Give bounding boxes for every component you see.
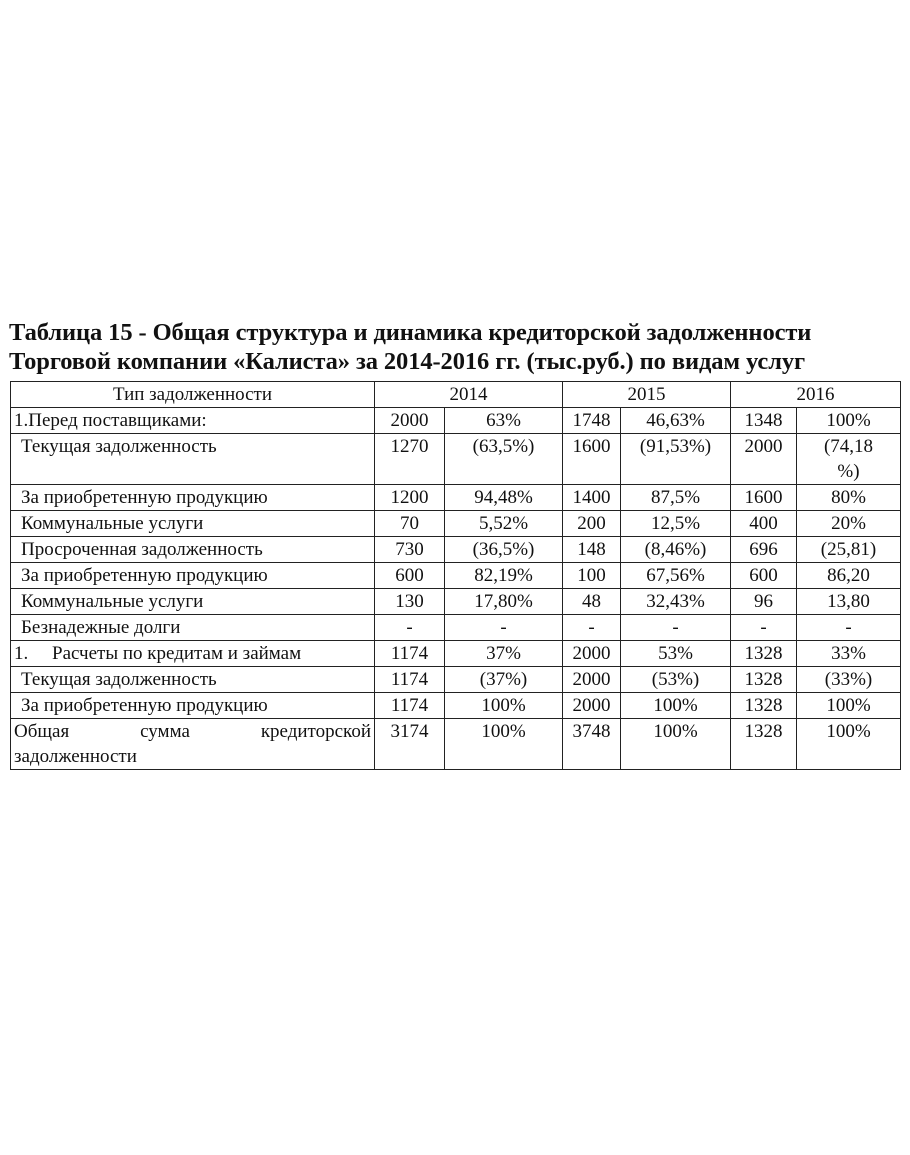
- value-2015: 200: [563, 511, 621, 537]
- value-2014: 2000: [375, 408, 445, 434]
- table-row: [11, 408, 901, 434]
- table-header-row: [11, 382, 901, 408]
- share-2014: 37%: [445, 641, 563, 667]
- value-2014: 1270: [375, 434, 445, 485]
- value-2016: 1600: [731, 485, 797, 511]
- share-2016: 33%: [797, 641, 901, 667]
- row-label: За приобретенную продукцию: [11, 485, 375, 511]
- value-2014: 600: [375, 563, 445, 589]
- value-2015: 2000: [563, 693, 621, 719]
- value-2016: 1328: [731, 719, 797, 770]
- share-2014: 5,52%: [445, 511, 563, 537]
- value-2016: 1348: [731, 408, 797, 434]
- value-2014: 1174: [375, 667, 445, 693]
- share-2016: (74,18 %): [797, 434, 901, 485]
- share-2015: 67,56%: [621, 563, 731, 589]
- table-row: [11, 485, 901, 511]
- table-row: [11, 615, 901, 641]
- table-caption: [9, 318, 901, 376]
- row-label-text: Расчеты по кредитам и займам: [52, 643, 302, 664]
- value-2014: 1200: [375, 485, 445, 511]
- share-2015: 12,5%: [621, 511, 731, 537]
- share-2014: 100%: [445, 719, 563, 770]
- value-2016: 1328: [731, 667, 797, 693]
- caption-line-2: Торговой компании «Калиста» за 2014-2016 гг. (тыс.руб.) по видам услуг: [9, 348, 806, 375]
- header-year-2014: 2014: [375, 382, 563, 408]
- share-2014: (63,5%): [445, 434, 563, 485]
- share-2016: (25,81): [797, 537, 901, 563]
- value-2015: 1600: [563, 434, 621, 485]
- value-2016: 600: [731, 563, 797, 589]
- value-2015: 1748: [563, 408, 621, 434]
- value-2016: 400: [731, 511, 797, 537]
- row-label-line-2: задолженности: [14, 746, 137, 767]
- row-label: Текущая задолженность: [11, 434, 375, 485]
- value-2014: -: [375, 615, 445, 641]
- value-2016: 96: [731, 589, 797, 615]
- table-row: [11, 667, 901, 693]
- share-2016: 86,20: [797, 563, 901, 589]
- value-2015: 3748: [563, 719, 621, 770]
- share-2015: 100%: [621, 693, 731, 719]
- share-2014: 17,80%: [445, 589, 563, 615]
- table-row: [11, 537, 901, 563]
- row-label-line-1: [14, 719, 371, 744]
- table-row: [11, 589, 901, 615]
- caption-line-1: Таблица 15 - Общая структура и динамика кредиторской задолженности: [9, 319, 812, 346]
- share-2016: 13,80: [797, 589, 901, 615]
- row-label: За приобретенную продукцию: [11, 693, 375, 719]
- share-2015: (91,53%): [621, 434, 731, 485]
- row-label: [11, 641, 375, 667]
- row-label-number: 1.: [14, 643, 29, 664]
- value-2016: -: [731, 615, 797, 641]
- share-2016: 80%: [797, 485, 901, 511]
- share-2016: (33%): [797, 667, 901, 693]
- share-2014: 63%: [445, 408, 563, 434]
- share-2016: -: [797, 615, 901, 641]
- value-2015: 100: [563, 563, 621, 589]
- share-2015: 87,5%: [621, 485, 731, 511]
- row-label: Текущая задолженность: [11, 667, 375, 693]
- value-2016: 2000: [731, 434, 797, 485]
- row-label: Коммунальные услуги: [11, 589, 375, 615]
- header-year-2016: 2016: [731, 382, 901, 408]
- share-2014: (37%): [445, 667, 563, 693]
- value-2015: -: [563, 615, 621, 641]
- value-2014: 730: [375, 537, 445, 563]
- table-row-total: [11, 719, 901, 770]
- row-label: [11, 719, 375, 770]
- value-2015: 148: [563, 537, 621, 563]
- value-2014: 70: [375, 511, 445, 537]
- share-2016: 100%: [797, 693, 901, 719]
- share-2015: (53%): [621, 667, 731, 693]
- share-2015: 100%: [621, 719, 731, 770]
- row-label: 1.Перед поставщиками:: [11, 408, 375, 434]
- share-2014: 100%: [445, 693, 563, 719]
- share-2014: (36,5%): [445, 537, 563, 563]
- share-2014: -: [445, 615, 563, 641]
- share-2015: -: [621, 615, 731, 641]
- table-row: [11, 511, 901, 537]
- table-row: [11, 641, 901, 667]
- row-label: Просроченная задолженность: [11, 537, 375, 563]
- value-2016: 1328: [731, 641, 797, 667]
- value-2016: 1328: [731, 693, 797, 719]
- share-2015: 32,43%: [621, 589, 731, 615]
- share-2014: 82,19%: [445, 563, 563, 589]
- row-label-word: сумма: [140, 721, 190, 742]
- debt-structure-table: [10, 381, 901, 770]
- value-2015: 2000: [563, 641, 621, 667]
- row-label: Коммунальные услуги: [11, 511, 375, 537]
- table-row: [11, 563, 901, 589]
- value-2015: 2000: [563, 667, 621, 693]
- value-2014: 3174: [375, 719, 445, 770]
- value-2015: 48: [563, 589, 621, 615]
- header-year-2015: 2015: [563, 382, 731, 408]
- table-row: [11, 434, 901, 485]
- row-label: За приобретенную продукцию: [11, 563, 375, 589]
- table-row: [11, 693, 901, 719]
- share-2016: 100%: [797, 408, 901, 434]
- share-2015: 46,63%: [621, 408, 731, 434]
- row-label-word: кредиторской: [260, 721, 371, 742]
- share-2015: 53%: [621, 641, 731, 667]
- value-2014: 1174: [375, 693, 445, 719]
- share-2016: 20%: [797, 511, 901, 537]
- share-2015: (8,46%): [621, 537, 731, 563]
- header-type: Тип задолженности: [11, 382, 375, 408]
- value-2016: 696: [731, 537, 797, 563]
- share-2014: 94,48%: [445, 485, 563, 511]
- row-label: Безнадежные долги: [11, 615, 375, 641]
- row-label-word: Общая: [14, 721, 70, 742]
- value-2015: 1400: [563, 485, 621, 511]
- value-2014: 1174: [375, 641, 445, 667]
- share-2016: 100%: [797, 719, 901, 770]
- value-2014: 130: [375, 589, 445, 615]
